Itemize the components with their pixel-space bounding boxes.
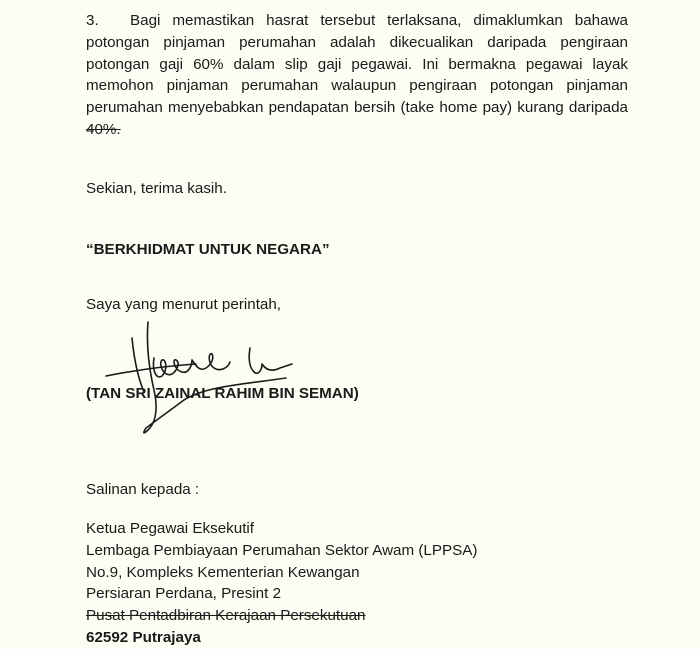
cc-line: Persiaran Perdana, Presint 2 <box>86 585 282 603</box>
paragraph-line: memohon pinjaman perumahan walaupun pengiraan potongan pinjaman <box>86 77 628 95</box>
cc-address <box>86 518 477 649</box>
cc-line: No.9, Kompleks Kementerian Kewangan <box>86 563 360 581</box>
paragraph-3 <box>86 10 628 141</box>
paragraph-line: 40%. <box>86 120 121 138</box>
signatory-name: (TAN SRI ZAINAL RAHIM BIN SEMAN) <box>86 385 359 402</box>
cc-heading: Salinan kepada : <box>86 481 200 498</box>
paragraph-line: 3. Bagi memastikan hasrat tersebut terlaksana, dimaklumkan bahawa <box>86 10 628 32</box>
cc-line: 62592 Putrajaya <box>86 628 201 646</box>
paragraph-number: 3. <box>86 12 99 29</box>
closing-text: Sekian, terima kasih. <box>86 180 227 197</box>
handwritten-signature <box>96 318 316 438</box>
sign-off-text: Saya yang menurut perintah, <box>86 296 282 313</box>
cc-line: Pusat Pentadbiran Kerajaan Persekutuan <box>86 607 366 625</box>
motto: “BERKHIDMAT UNTUK NEGARA” <box>86 241 330 258</box>
cc-line: Ketua Pegawai Eksekutif <box>86 520 255 537</box>
cc-line: Lembaga Pembiayaan Perumahan Sektor Awam (LPPSA) <box>86 541 478 559</box>
paragraph-line: perumahan menyebabkan pendapatan bersih (take home pay) kurang daripada <box>86 99 628 117</box>
paragraph-line: potongan gaji 60% dalam slip gaji pegawai. Ini bermakna pegawai layak <box>86 55 628 73</box>
paragraph-line: potongan pinjaman perumahan adalah dikecualikan daripada pengiraan <box>86 33 628 51</box>
